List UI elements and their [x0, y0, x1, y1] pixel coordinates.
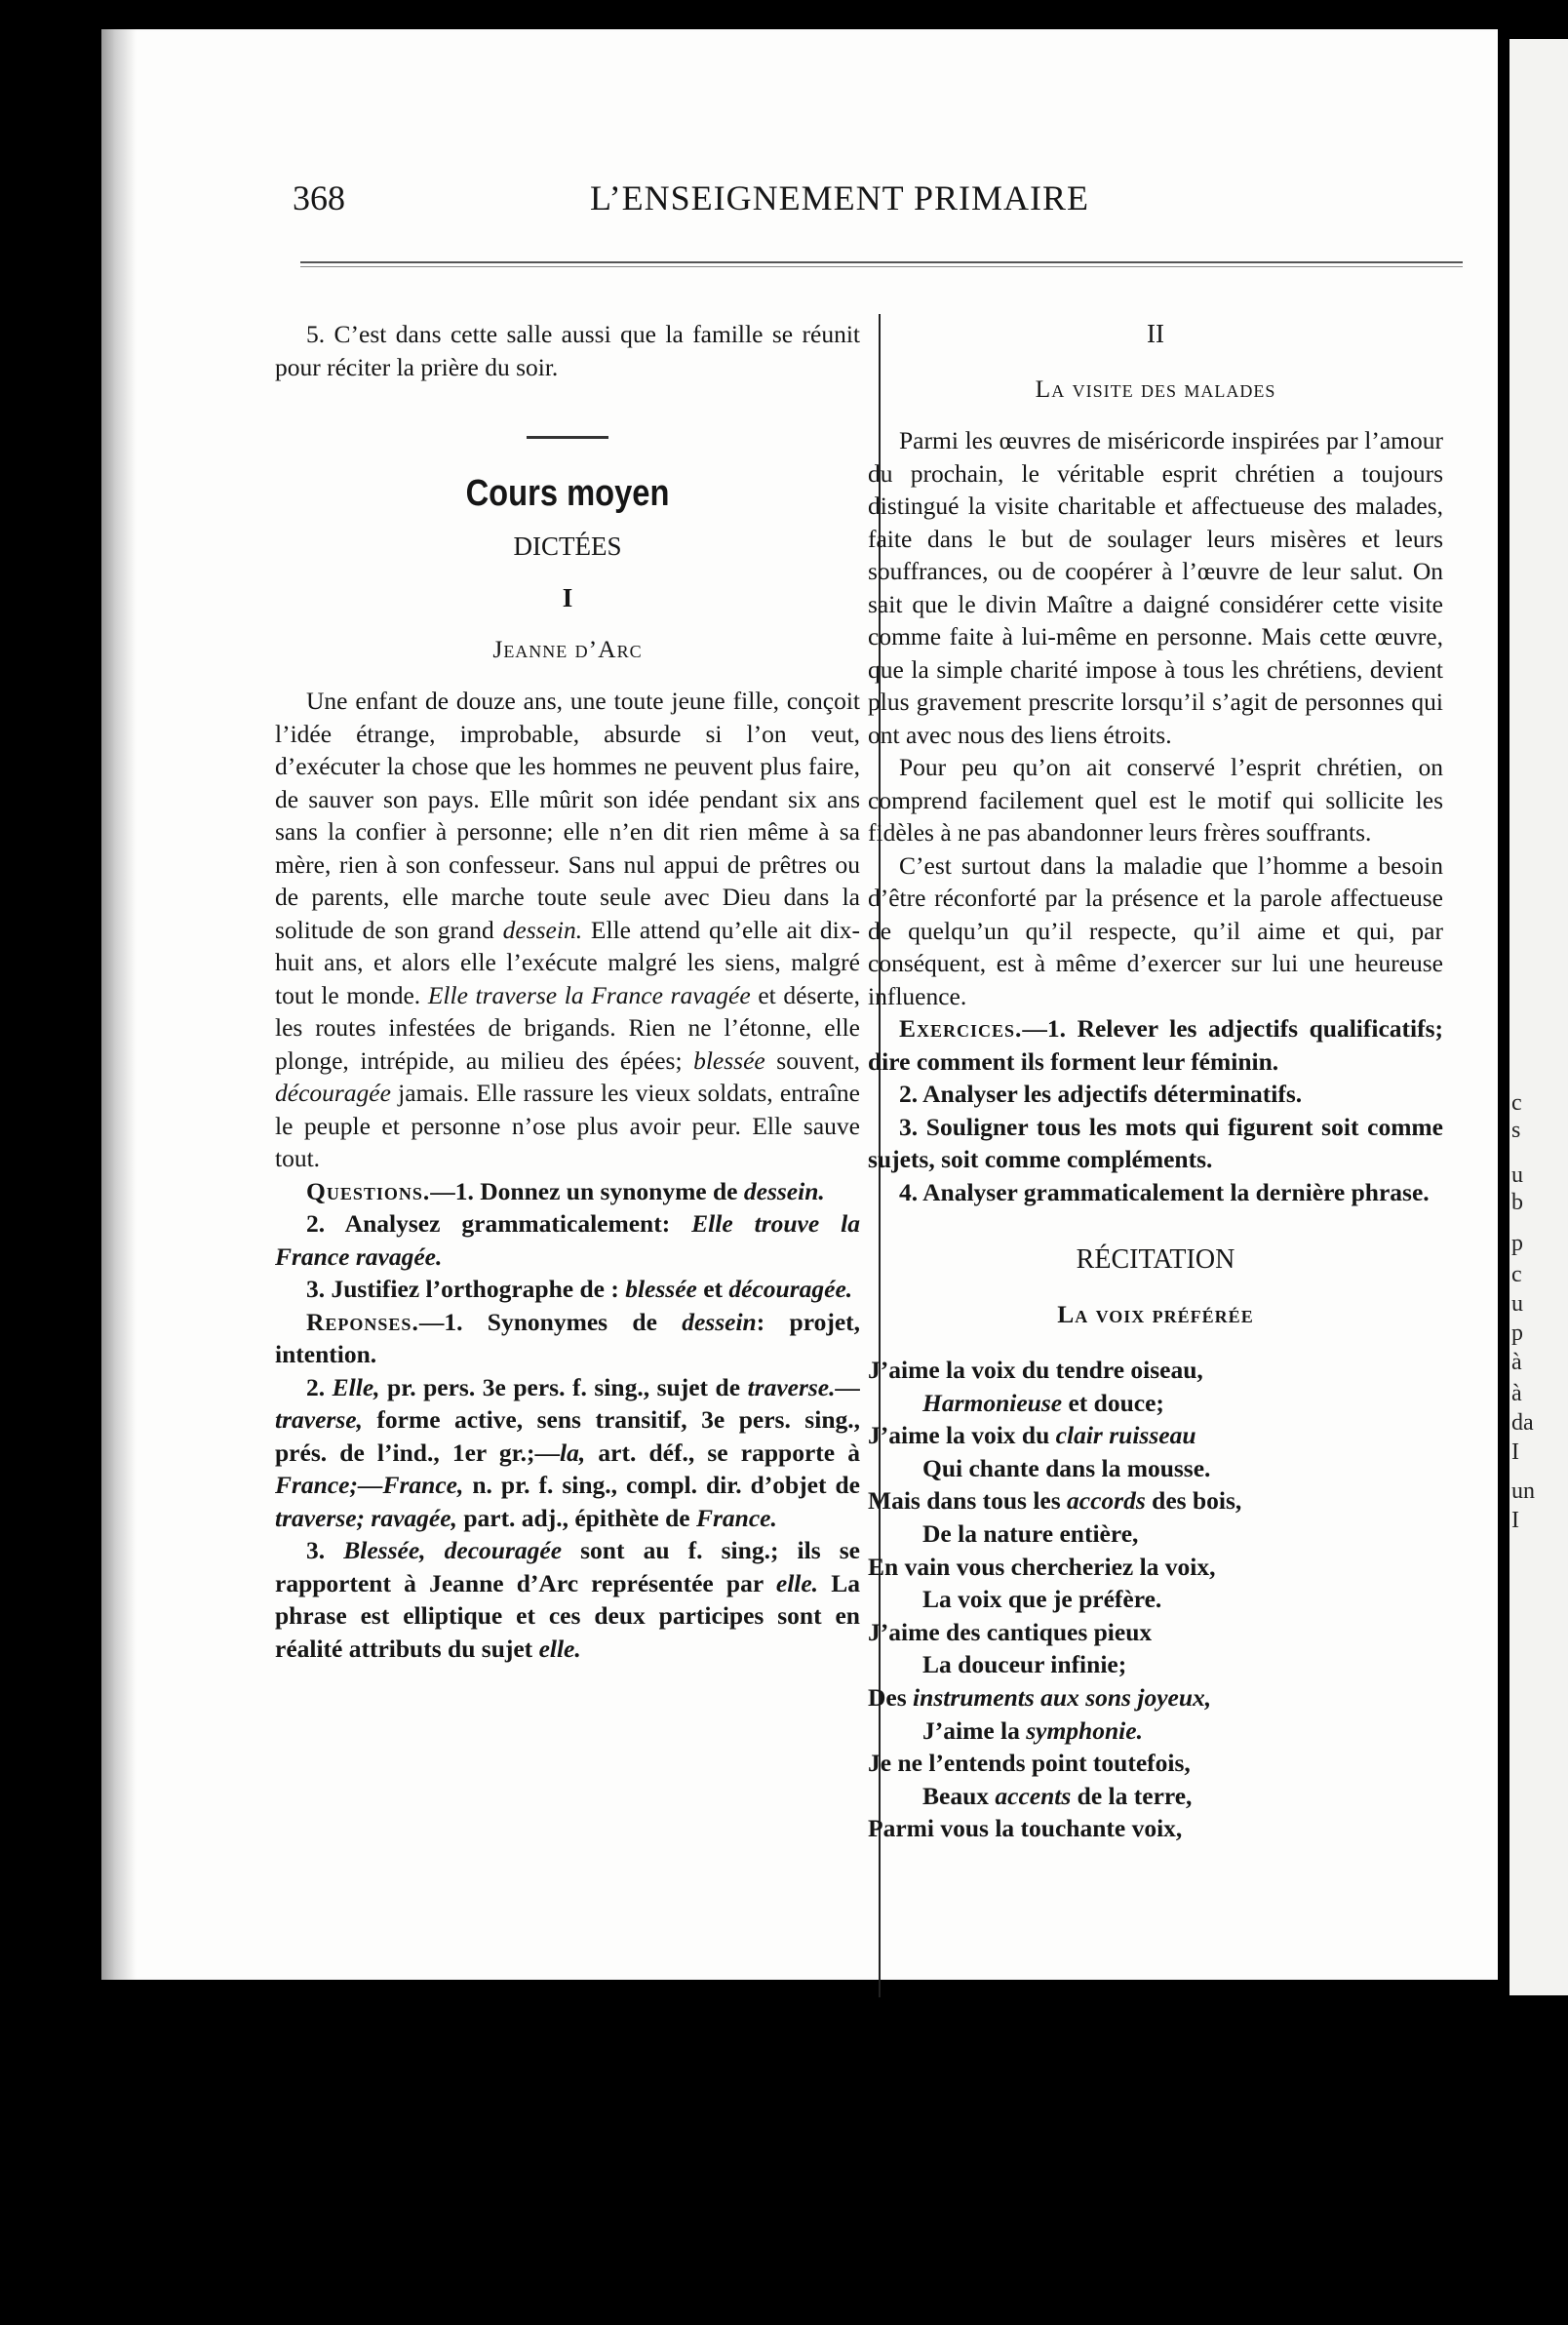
dictation-italic-run: Elle traverse la France ravagée	[427, 980, 751, 1009]
question-2-sentence: Elle trouve la France ravagée.	[275, 1209, 860, 1271]
adjacent-page-fragment: p	[1511, 1231, 1523, 1256]
header-rule	[300, 261, 1463, 267]
dictation-numeral: I	[562, 583, 573, 612]
answer-1-text: —1. Synonymes de	[418, 1307, 683, 1336]
answer-3-italic-run: elle.	[775, 1568, 819, 1597]
exercise-2: 2. Analyser les adjectifs déterminatifs.	[899, 1080, 1303, 1108]
poem-line	[868, 1648, 1443, 1681]
answer-2-italic-run: traverse.—traverse,	[275, 1372, 860, 1434]
left-column	[275, 318, 860, 1665]
dictation-run: souvent,	[764, 1045, 860, 1075]
answer-3-italic-run: Blessée, decouragée	[343, 1536, 563, 1564]
running-title: L’ENSEIGNEMENT PRIMAIRE	[590, 178, 1090, 217]
poem-line-run: J’aime la voix du tendre oiseau,	[868, 1356, 1203, 1384]
subsection-title: DICTÉES	[513, 531, 622, 561]
poem-line	[868, 1419, 1443, 1452]
adjacent-page-fragment: I	[1511, 1439, 1519, 1465]
adjacent-page-fragment: c	[1511, 1090, 1522, 1116]
answers-label: Reponses.	[306, 1307, 419, 1336]
adjacent-page-fragment: u	[1511, 1162, 1523, 1188]
poem-line	[868, 1747, 1443, 1780]
adjacent-page-fragment: à	[1511, 1350, 1522, 1375]
poem-line	[868, 1452, 1443, 1485]
answer-1	[275, 1306, 860, 1371]
answer-3-run: sont au f. sing.; ils se rapportent à Jeanne d’Arc représentée par	[275, 1536, 860, 1597]
question-2	[275, 1207, 860, 1273]
poem-line-run: Mais dans tous les	[868, 1486, 1068, 1516]
dictation-italic-run: blessée	[693, 1045, 765, 1075]
page-gutter-shadow	[101, 29, 137, 1980]
question-3-term-2: découragée.	[728, 1275, 853, 1303]
poem-line-run: J’aime des cantiques pieux	[868, 1617, 1153, 1646]
questions-label: Questions.	[306, 1176, 431, 1205]
section-title: Cours moyen	[465, 473, 670, 514]
dictation-title: Jeanne d’Arc	[492, 634, 643, 663]
answer-3	[275, 1534, 860, 1665]
dictation-2-paragraph-3: C’est surtout dans la maladie que l’homme a besoin d’être réconforté par la présence et la parole affectueuse de quelqu’un qu’il respecte, qu’il aime et qui, par conséquent, est à même d’exercer sur lui une heureuse influence.	[868, 850, 1443, 1010]
question-1: —1. Donnez un synonyme de	[430, 1176, 744, 1205]
answer-3-italic-run: elle.	[538, 1634, 581, 1663]
poem-line	[868, 1780, 1443, 1813]
poem-line-run: de la terre,	[1071, 1781, 1193, 1810]
question-3-text: 3. Justifiez l’orthographe de :	[306, 1275, 626, 1303]
answer-2-run: part. adj., épithète de	[456, 1503, 696, 1532]
poem-line	[868, 1616, 1443, 1649]
answer-2-italic-run: traverse; ravagée,	[275, 1503, 457, 1532]
poem	[868, 1354, 1443, 1845]
dictation-italic-run: découragée	[275, 1079, 391, 1107]
question-1-term: dessein.	[743, 1176, 825, 1205]
question-3	[275, 1273, 860, 1306]
questions	[275, 1175, 860, 1208]
dictation-run: jamais. Elle rassure les vieux soldats, entraîne le peuple et personne n’ose plus avoir peur. Elle sauve tout.	[275, 1079, 860, 1172]
dictation-2-paragraph-2: Pour peu qu’on ait conservé l’esprit chrétien, on comprend facilement quel est le motif qui sollicite les fidèles à ne pas abandonner leurs frères souffrants.	[868, 753, 1443, 847]
poem-line-run: Je ne l’entends point toutefois,	[868, 1749, 1191, 1778]
poem-line-italic-run: clair ruisseau	[1055, 1421, 1196, 1450]
answer-2	[275, 1371, 860, 1535]
poem-line-run: Des	[868, 1682, 914, 1712]
poem-line-run: Qui chante dans la mousse.	[922, 1453, 1211, 1482]
adjacent-page-edge	[1509, 39, 1568, 1995]
poem-line-italic-run: accents	[995, 1781, 1072, 1810]
poem-line-run: Parmi vous la touchante voix,	[868, 1814, 1183, 1843]
dictation-2-numeral: II	[1147, 319, 1164, 348]
poem-line	[868, 1681, 1443, 1714]
exercises-label: Exercices.	[899, 1014, 1023, 1043]
answer-2-italic-run: Elle,	[332, 1372, 380, 1401]
exercise-4: 4. Analyser grammaticalement la dernière phrase.	[899, 1177, 1430, 1206]
dictation-italic-run: dessein.	[502, 915, 583, 944]
adjacent-page-fragment: I	[1511, 1508, 1519, 1533]
poem-line	[868, 1387, 1443, 1420]
answer-1-term: dessein	[682, 1307, 757, 1336]
question-3-conjunction: et	[696, 1275, 729, 1303]
answer-3-run: La phrase est elliptique et ces deux participes sont en réalité attributs du sujet	[275, 1568, 860, 1663]
poem-line-run: De la nature entière,	[922, 1518, 1139, 1548]
adjacent-page-fragment: p	[1511, 1320, 1523, 1346]
poem-line-run: La douceur infinie;	[922, 1650, 1127, 1679]
adjacent-page-fragment: b	[1511, 1190, 1523, 1215]
adjacent-page-fragment: s	[1511, 1118, 1521, 1143]
list-item-5: 5. C’est dans cette salle aussi que la famille se réunit pour réciter la prière du soir.	[275, 320, 860, 381]
answer-2-run: n. pr. f. sing., compl. dir. d’objet de	[463, 1471, 860, 1499]
poem-line-italic-run: instruments aux sons joyeux,	[913, 1682, 1212, 1712]
poem-line	[868, 1354, 1443, 1387]
adjacent-page-fragment: un	[1511, 1478, 1535, 1504]
poem-title: La voix préférée	[1057, 1299, 1254, 1328]
dictation-text	[275, 685, 860, 1175]
answer-2-run: 2.	[306, 1372, 333, 1401]
answer-2-italic-run: la,	[560, 1438, 586, 1467]
question-3-term-1: blessée	[625, 1275, 697, 1303]
poem-line-run: J’aime la	[922, 1715, 1027, 1745]
exercise-3: 3. Souligner tous les mots qui figurent soit comme sujets, soit comme compléments.	[868, 1112, 1443, 1173]
page-header	[293, 177, 1180, 226]
poem-line	[868, 1583, 1443, 1616]
question-2-text: 2. Analysez grammaticalement:	[306, 1209, 692, 1238]
dictation-2-paragraph-1: Parmi les œuvres de miséricorde inspirées par l’amour du prochain, le véritable esprit chrétien a toujours distingué la visite charitable et affectueuse des malades, faite dans le but de soulager leurs misères et leurs souffrances, ou de coopérer à l’œuvre de leur salut. On sait que le divin Maître a daigné considérer cette visite comme faite à lui-même en personne. Mais cette œuvre, que la simple charité impose à tous les chrétiens, devient plus gravement prescrite lorsqu’il s’agit de personnes qui ont avec nous des liens étroits.	[868, 426, 1443, 749]
adjacent-page-fragment: da	[1511, 1410, 1534, 1436]
adjacent-page-fragment: u	[1511, 1291, 1523, 1317]
adjacent-page-fragment: à	[1511, 1381, 1522, 1406]
dictation-run: Elle attend qu’elle ait dix-huit ans, et alors elle l’exécute malgré les siens, malgré tout le monde.	[275, 915, 860, 1009]
poem-line	[868, 1714, 1443, 1748]
page-number: 368	[293, 178, 345, 217]
answer-2-run: pr. pers. 3e pers. f. sing., sujet de	[379, 1372, 748, 1401]
poem-line-run: J’aime la voix du	[868, 1421, 1056, 1450]
answer-3-run: 3.	[306, 1536, 344, 1564]
poem-line-run: La voix que je préfère.	[922, 1585, 1162, 1614]
poem-line-run: En vain vous chercheriez la voix,	[868, 1552, 1216, 1581]
poem-line-run: Beaux	[922, 1781, 996, 1810]
answer-2-run: art. déf., se rapporte à	[585, 1438, 860, 1467]
adjacent-page-fragment: c	[1511, 1262, 1522, 1287]
poem-line	[868, 1812, 1443, 1845]
right-column	[868, 318, 1443, 1845]
dictation-2-title: La visite des malades	[1035, 374, 1276, 403]
poem-line-run: et douce;	[1062, 1388, 1164, 1417]
poem-line-italic-run: accords	[1067, 1486, 1146, 1516]
answer-1-synonyms: : projet, intention.	[275, 1307, 861, 1368]
exercise-1-text: —1. Relever les adjectifs qualificatifs; dire comment ils forment leur féminin.	[868, 1014, 1443, 1076]
poem-line	[868, 1484, 1443, 1517]
answer-2-italic-run: France.	[696, 1503, 777, 1532]
poem-line-run: des bois,	[1145, 1486, 1242, 1516]
dictation-run: et déserte, les routes infestées de brigands. Rien ne l’étonne, elle plonge, intrépide, au milieu des épées;	[275, 980, 860, 1075]
exercise-1	[868, 1012, 1443, 1078]
dictation-run: Une enfant de douze ans, une toute jeune fille, conçoit l’idée étrange, improbable, absurde si l’on veut, d’exécuter la chose que les hommes ne peuvent plus faire, de sauver son pays. Elle mûrit son idée pendant six ans sans la confier à personne; elle n’en dit rien même à sa mère, rien à son confesseur. Sans nul appui de prêtres ou de parents, elle marche toute seule avec Dieu dans la solitude de son grand	[275, 687, 860, 944]
poem-line-italic-run: Harmonieuse	[922, 1388, 1063, 1417]
poem-line-italic-run: symphonie.	[1026, 1715, 1143, 1745]
poem-line	[868, 1517, 1443, 1551]
answer-2-run: forme active, sens transitif, 3e pers. sing., prés. de l’ind., 1er gr.;—	[275, 1405, 860, 1467]
poem-line	[868, 1551, 1443, 1584]
answer-2-italic-run: France;—France,	[275, 1471, 464, 1499]
recitation-heading: RÉCITATION	[1076, 1244, 1235, 1275]
